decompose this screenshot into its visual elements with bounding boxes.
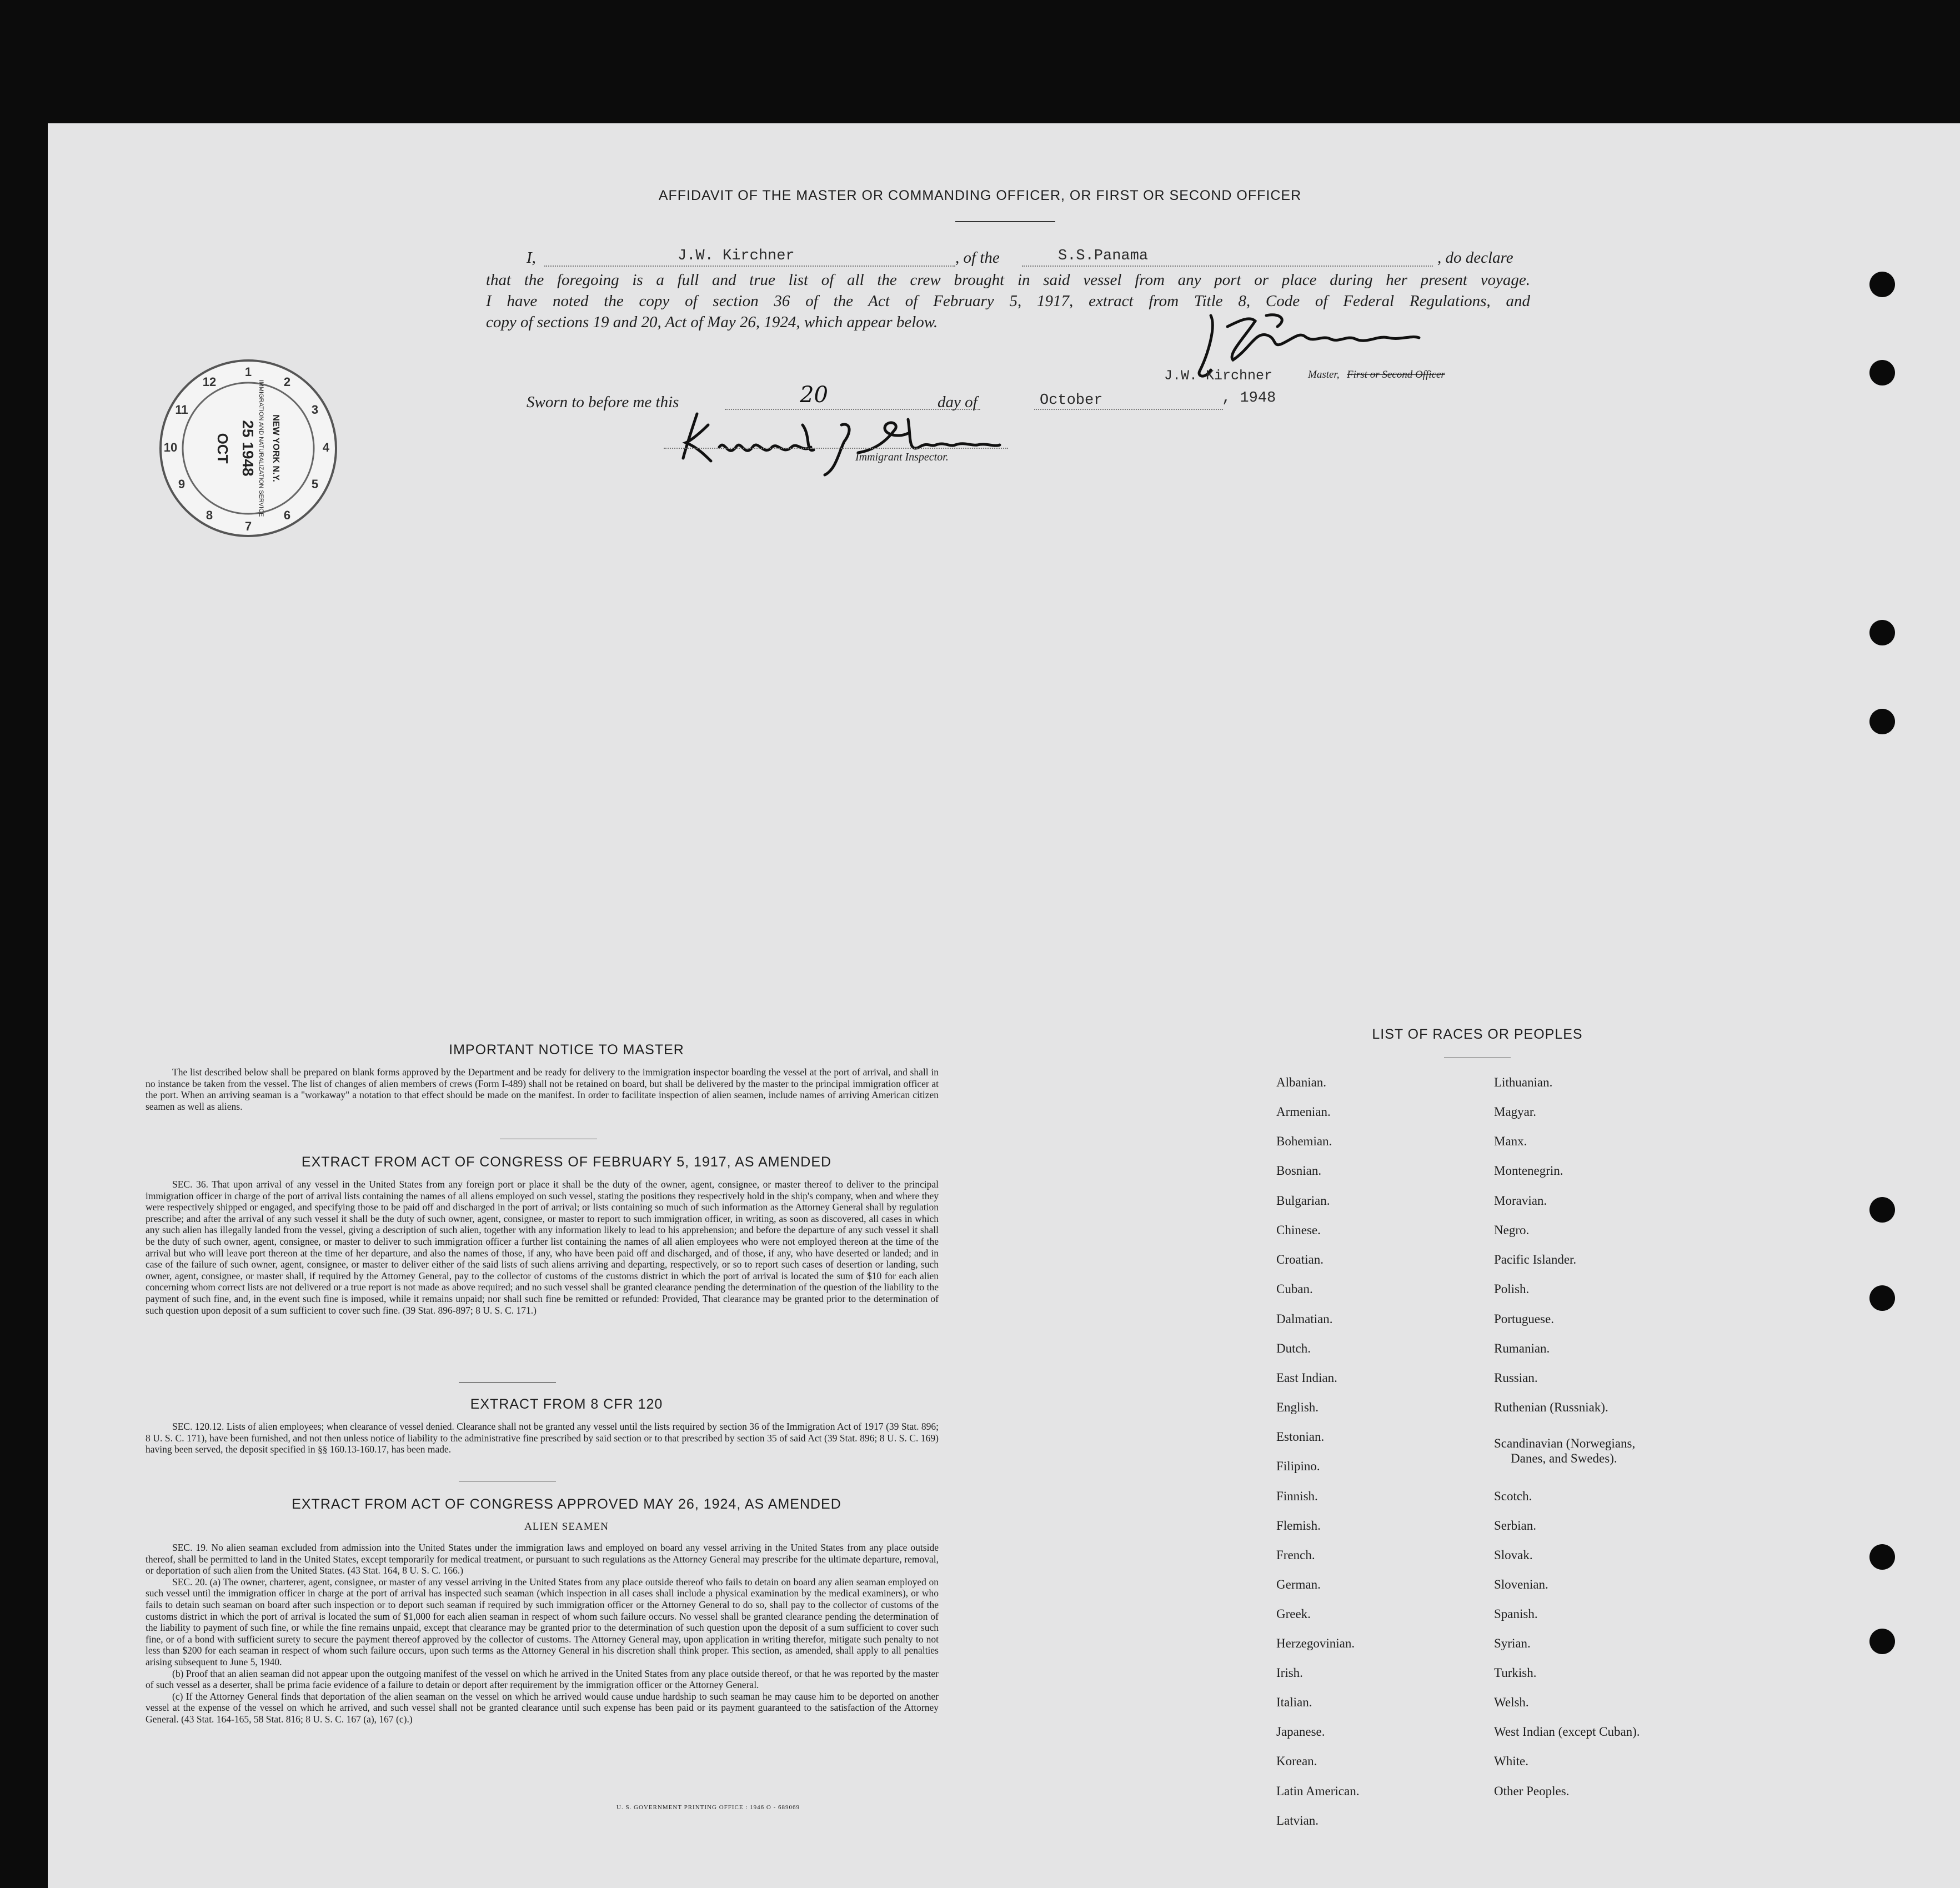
extract-1924-title: EXTRACT FROM ACT OF CONGRESS APPROVED MAY 26, 1924, AS AMENDED xyxy=(292,1496,841,1512)
punch-hole xyxy=(1869,1197,1895,1223)
race-item: Latvian. xyxy=(1276,1814,1319,1827)
race-item: Syrian. xyxy=(1494,1636,1531,1650)
race-item: Bosnian. xyxy=(1276,1164,1322,1178)
sec-19-paragraph: SEC. 19. No alien seaman excluded from admission into the United States under the immigration laws and employed on board any vessel arriving in the United States from any place outside thereof, shall be permitted to land in the United States, except temporarily for medical treatment, or pursuant to such regulations as the Attorney General may prescribe for the ultimate departure, removal, or deportation of such alien from the United States. (43 Stat. 164, 8 U. S. C. 166.) xyxy=(146,1542,939,1576)
do-declare-label: , do declare xyxy=(1437,249,1513,267)
of-the-label: , of the xyxy=(955,249,1000,267)
race-item: English. xyxy=(1276,1400,1319,1414)
race-item: Bohemian. xyxy=(1276,1134,1332,1148)
race-item: East Indian. xyxy=(1276,1371,1337,1385)
punch-hole xyxy=(1869,709,1895,734)
notice-title: IMPORTANT NOTICE TO MASTER xyxy=(449,1042,684,1058)
affidavit-line-2: that the foregoing is a full and true list of all the crew brought in said vessel from any port or place during her present voyage. xyxy=(486,271,1530,289)
race-item: Other Peoples. xyxy=(1494,1784,1570,1798)
race-item: Finnish. xyxy=(1276,1489,1318,1503)
stamp-number: 5 xyxy=(311,477,319,491)
stamp-number: 12 xyxy=(202,375,217,389)
race-item: Montenegrin. xyxy=(1494,1164,1563,1178)
affidavit-i: I, xyxy=(527,249,536,267)
race-item: Estonian. xyxy=(1276,1430,1325,1444)
section-divider xyxy=(459,1382,556,1383)
stamp-date: 25 1948 xyxy=(239,420,257,477)
stamp-agency: IMMIGRATION AND NATURALIZATION SERVICE xyxy=(258,379,264,517)
sec-20c-paragraph: (c) If the Attorney General finds that deportation of the alien seaman on the vessel on which he arrived would cause undue hardship to such seaman he may cause him to be deported on another vessel at the expense of the vessel on which he arrived, and such vessel shall not be granted clearance until such expense has been paid or its payment guaranteed to the satisfaction of the Attorney General. (43 Stat. 164-165, 58 Stat. 816; 8 U. S. C. 167 (a), 167 (c).) xyxy=(146,1690,939,1725)
struck-officer-label: First or Second Officer xyxy=(1347,369,1445,380)
notice-text xyxy=(146,1066,939,1112)
race-item: German. xyxy=(1276,1577,1321,1591)
stamp-number: 11 xyxy=(175,403,188,417)
race-item: Korean. xyxy=(1276,1754,1317,1768)
race-item: Negro. xyxy=(1494,1223,1530,1237)
race-item: Polish. xyxy=(1494,1282,1530,1296)
race-item: Bulgarian. xyxy=(1276,1194,1330,1208)
race-item: Latin American. xyxy=(1276,1784,1360,1798)
notice-paragraph: The list described below shall be prepared on blank forms approved by the Department and be ready for delivery to the immigration inspector boarding the vessel at the port of arrival, and shall in no instance be taken from the vessel. The list of changes of alien members of crews (Form I-489) shall not be retained on board, but shall be delivered by the master to the principal immigration officer at the port. When an arriving seaman is a "workaway" a notation to that effect should be made on the manifest. In order to facilitate inspection of alien seamen, include names of arriving American citizen seamen as well as aliens. xyxy=(146,1066,939,1112)
race-item: Russian. xyxy=(1494,1371,1538,1385)
race-item: Scandinavian (Norwegians, xyxy=(1494,1436,1636,1450)
race-item: Japanese. xyxy=(1276,1725,1325,1739)
race-item: Lithuanian. xyxy=(1494,1075,1553,1089)
extract-1917-title: EXTRACT FROM ACT OF CONGRESS OF FEBRUARY 5, 1917, AS AMENDED xyxy=(301,1154,832,1170)
stamp-city: NEW YORK N.Y. xyxy=(271,414,280,482)
race-item: Rumanian. xyxy=(1494,1341,1550,1355)
race-item: Danes, and Swedes). xyxy=(1511,1451,1617,1465)
stamp-number: 2 xyxy=(283,375,291,389)
master-label: Master, xyxy=(1308,369,1340,380)
race-item: Flemish. xyxy=(1276,1519,1321,1533)
vessel-name: S.S.Panama xyxy=(1058,248,1149,264)
inspector-signature xyxy=(675,408,1014,480)
stamp-number: 8 xyxy=(205,508,213,522)
title-divider xyxy=(955,221,1055,222)
extract-cfr-paragraph: SEC. 120.12. Lists of alien employees; when clearance of vessel denied. Clearance shall not be granted any vessel until the lists required by section 36 of the Immigration Act of 1917 (39 Stat. 896; 8 U. S. C. 171), have been furnished, and not then unless notice of liability to the administrative fine prescribed by said section or to that prescribed by section 35 of said Act (39 Stat. 896; 8 U. S. C. 169) having been served, the deposit specified in §§ 160.13-160.17, has been made. xyxy=(146,1421,939,1455)
race-item: Moravian. xyxy=(1494,1194,1547,1208)
month-blank xyxy=(1034,409,1223,410)
races-title: LIST OF RACES OR PEOPLES xyxy=(1372,1026,1583,1042)
race-item: Magyar. xyxy=(1494,1105,1537,1119)
race-item: White. xyxy=(1494,1754,1528,1768)
stamp-number: 3 xyxy=(311,403,319,417)
stamp-number: 1 xyxy=(244,365,252,379)
name-blank xyxy=(544,266,955,267)
extract-1924-text xyxy=(146,1542,939,1725)
punch-hole xyxy=(1869,1285,1895,1311)
sec-20a-paragraph: SEC. 20. (a) The owner, charterer, agent, consignee, or master of any vessel arriving in the United States from any place outside thereof who fails to detain on board any alien seaman employed on such vessel until the immigration officer in charge at the port of arrival has inspected such seaman (which inspection in all cases shall include a physical examination by the medical examiners), or who fails to detain such seaman on board after such inspection or to deport such seaman if required by such immigration officer or the Attorney General to do so, shall pay to the collector of customs of the customs district in which the port of arrival is located the sum of $1,000 for each alien seaman in respect of whom such failure occurs. No vessel shall be granted clearance pending the determination of the liability to payment of such fine, or while the fine remains unpaid, except that clearance may be granted prior to the determination of such question upon the deposit of a sum sufficient to cover such fine, or of a bond with sufficient surety to secure the payment thereof approved by the collector of customs. The Attorney General may, upon application in writing therefor, mitigate such penalty to not less than $200 for each seaman in respect of whom such failure occurs, upon such terms as the Attorney General in his discretion shall think proper. This section, as amended, shall apply to all penalties arising subsequent to June 5, 1940. xyxy=(146,1576,939,1667)
punch-hole xyxy=(1869,620,1895,645)
stamp-month: OCT xyxy=(214,433,231,464)
race-item: Herzegovinian. xyxy=(1276,1636,1355,1650)
race-item: Welsh. xyxy=(1494,1695,1529,1709)
extract-1924-subtitle: ALIEN SEAMEN xyxy=(524,1521,609,1533)
typed-master-name: J.W. Kirchner xyxy=(1164,368,1273,384)
sec-20b-paragraph: (b) Proof that an alien seaman did not appear upon the outgoing manifest of the vessel on which he arrived in the United States from any place outside thereof, or that he was reported by the master of such vessel as a deserter, shall be prima facie evidence of a failure to detain or deport after requirement by the immigration officer or the Attorney General. xyxy=(146,1667,939,1691)
affidavit-title: AFFIDAVIT OF THE MASTER OR COMMANDING OFFICER, OR FIRST OR SECOND OFFICER xyxy=(658,188,1302,203)
race-item: Greek. xyxy=(1276,1607,1311,1621)
race-item: Irish. xyxy=(1276,1666,1303,1680)
extract-1917-paragraph: SEC. 36. That upon arrival of any vessel in the United States from any foreign port or place it shall be the duty of the owner, agent, consignee, or master thereof to deliver to the principal immigration officer in charge of the port of arrival lists containing the names of all aliens employed on such vessel, stating the positions they respectively hold in the ship's company, when and where they were respectively shipped or engaged, and specifying those to be paid off and discharged in the port of arrival; or lists containing so much of such information as the Attorney General shall by regulation prescribe; and after the arrival of any such vessel it shall be the duty of such owner, agent, consignee, or master to report to such immigration officer, in writing, as soon as discovered, all cases in which any such alien has illegally landed from the vessel, giving a description of such alien, together with any information likely to lead to his apprehension; and before the departure of any such vessel it shall be the duty of such owner, agent, consignee, or master to deliver to such immigration officer a further list containing the names of all alien employees who were not employed thereon at the time of the arrival but who will leave port thereon at the time of her departure, and also the names of those, if any, who have been paid off and discharged, and of those, if any, who have deserted or landed; and in case of the failure of such owner, agent, consignee, or master to deliver either of the said lists of such aliens arriving and departing, respectively, or so to report such cases of desertion or landing, such owner, agent, consignee, or master shall, if required by the Attorney General, pay to the collector of customs of the customs district in which the port of arrival is located the sum of $10 for each alien concerning whom correct lists are not delivered or a true report is not made as above required; and no such vessel shall be granted clearance pending the determination of the question of the liability to the payment of such fine, and, in the event such fine is imposed, while it remains unpaid; nor shall such fine be remitted or refunded: Provided, That clearance may be granted prior to the determination of such question upon deposit of a sum sufficient to cover such fine. (39 Stat. 896-897; 8 U. S. C. 171.) xyxy=(146,1179,939,1316)
stamp-number: 6 xyxy=(283,508,291,522)
year-value: , 1948 xyxy=(1222,390,1276,407)
punch-hole xyxy=(1869,360,1895,385)
race-item: Albanian. xyxy=(1276,1075,1327,1089)
affidavit-line-3: I have noted the copy of section 36 of the Act of February 5, 1917, extract from Title 8, Code of Federal Regulations, and xyxy=(486,292,1530,310)
vessel-blank xyxy=(1022,266,1433,267)
punch-hole xyxy=(1869,272,1895,297)
race-item: Portuguese. xyxy=(1494,1312,1554,1326)
race-item: West Indian (except Cuban). xyxy=(1494,1725,1640,1739)
race-item: Manx. xyxy=(1494,1134,1527,1148)
race-item: Dalmatian. xyxy=(1276,1312,1333,1326)
day-of-label: day of xyxy=(938,393,978,411)
sworn-label: Sworn to before me this xyxy=(527,393,679,411)
race-item: Scotch. xyxy=(1494,1489,1532,1503)
inspector-label: Immigrant Inspector. xyxy=(855,451,949,463)
race-item: Italian. xyxy=(1276,1695,1312,1709)
race-item: Ruthenian (Russniak). xyxy=(1494,1400,1608,1414)
race-item: Spanish. xyxy=(1494,1607,1538,1621)
extract-cfr-title: EXTRACT FROM 8 CFR 120 xyxy=(470,1396,663,1412)
month-value: October xyxy=(1040,392,1103,409)
race-item: Cuban. xyxy=(1276,1282,1313,1296)
stamp-number: 7 xyxy=(244,519,252,533)
race-item: Slovenian. xyxy=(1494,1577,1548,1591)
inspector-blank xyxy=(664,448,1008,449)
printer-imprint: U. S. GOVERNMENT PRINTING OFFICE : 1946 O - 689069 xyxy=(616,1804,800,1811)
punch-hole xyxy=(1869,1544,1895,1570)
race-item: Filipino. xyxy=(1276,1459,1320,1473)
day-number: 20 xyxy=(800,382,828,408)
race-item: Chinese. xyxy=(1276,1223,1321,1237)
race-item: Serbian. xyxy=(1494,1519,1537,1533)
extract-cfr-text xyxy=(146,1421,939,1455)
affidavit-line-4: copy of sections 19 and 20, Act of May 26, 1924, which appear below. xyxy=(486,313,938,331)
race-item: Pacific Islander. xyxy=(1494,1253,1577,1266)
race-item: Slovak. xyxy=(1494,1548,1533,1562)
master-name: J.W. Kirchner xyxy=(678,248,795,264)
punch-hole xyxy=(1869,1629,1895,1654)
immigration-date-stamp xyxy=(158,358,339,539)
race-item: Croatian. xyxy=(1276,1253,1324,1266)
stamp-number: 9 xyxy=(178,477,186,491)
race-item: Turkish. xyxy=(1494,1666,1537,1680)
stamp-number: 4 xyxy=(322,440,330,454)
stamp-number: 10 xyxy=(163,440,178,454)
race-item: Armenian. xyxy=(1276,1105,1331,1119)
race-item: French. xyxy=(1276,1548,1315,1562)
extract-1917-text xyxy=(146,1179,939,1316)
race-item: Dutch. xyxy=(1276,1341,1311,1355)
